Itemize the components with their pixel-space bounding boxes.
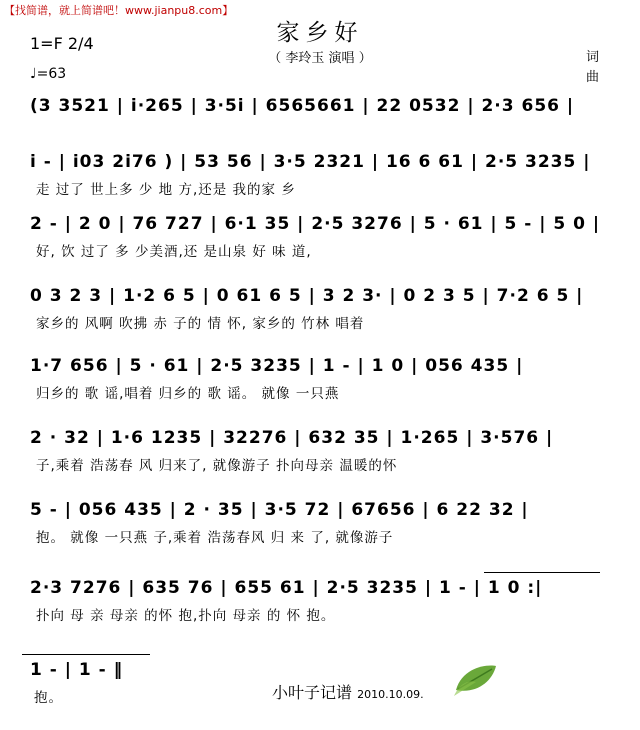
score-lyrics-line: 扑向 母 亲 母亲 的怀 抱,扑向 母亲 的 怀 抱。 (36, 608, 336, 624)
score-lyrics-line: 抱。 (34, 690, 63, 706)
score-notes-line: 2 - | 2 0 | 76 727 | 6·1 35 | 2·5 3276 | 5 · 61 | 5 - | 5 0 | (30, 214, 601, 234)
site-banner[interactable]: 【找简谱，就上简谱吧！www.jianpu8.com】 (4, 4, 234, 17)
score-notes-line: 0 3 2 3 | 1·2 6 5 | 0 61 6 5 | 3 2 3· | 0 2 3 5 | 7·2 6 5 | (30, 286, 584, 306)
date-text: 2010.10.09. (357, 688, 424, 701)
volta-bracket (22, 654, 150, 655)
score-notes-line: 5 - | 056 435 | 2 · 35 | 3·5 72 | 67656 | 6 22 32 | (30, 500, 529, 520)
score-lyrics-line: 归乡的 歌 谣,唱着 归乡的 歌 谣。 就像 一只燕 (36, 386, 340, 402)
lyricist-label: 词 (586, 50, 600, 65)
tempo-marking: ♩=63 (30, 66, 67, 82)
leaf-logo-icon (452, 660, 498, 698)
transcriber-signature (272, 680, 424, 703)
composer-label: 曲 (586, 70, 600, 85)
score-notes-line: i - | i03 2i76 ) | 53 56 | 3·5 2321 | 16 6 61 | 2·5 3235 | (30, 152, 591, 172)
score-lyrics-line: 家乡的 风啊 吹拂 赤 子的 情 怀, 家乡的 竹林 唱着 (36, 316, 365, 332)
signature-text: 小叶子记谱 (272, 683, 353, 702)
volta-bracket (484, 572, 600, 573)
score-lyrics-line: 走 过了 世上多 少 地 方,还是 我的家 乡 (36, 182, 296, 198)
score-notes-line: 1 - | 1 - ‖ (30, 660, 124, 680)
score-notes-line: (3 3521 | i·265 | 3·5i | 6565661 | 22 0532 | 2·3 656 | (30, 96, 575, 116)
score-notes-line: 2·3 7276 | 635 76 | 655 61 | 2·5 3235 | 1 - | 1 0 :| (30, 578, 543, 598)
key-signature: 1=F 2/4 (30, 34, 94, 53)
score-notes-line: 2 · 32 | 1·6 1235 | 32276 | 632 35 | 1·265 | 3·576 | (30, 428, 554, 448)
score-lyrics-line: 好, 饮 过了 多 少美酒,还 是山泉 好 味 道, (36, 244, 312, 260)
score-notes-line: 1·7 656 | 5 · 61 | 2·5 3235 | 1 - | 1 0 | 056 435 | (30, 356, 524, 376)
song-title: 家乡好 (276, 20, 364, 46)
performer-line: （ 李玲玉 演唱 ） (268, 51, 372, 66)
score-lyrics-line: 抱。 就像 一只燕 子,乘着 浩荡春风 归 来 了, 就像游子 (36, 530, 394, 546)
score-lyrics-line: 子,乘着 浩荡春 风 归来了, 就像游子 扑向母亲 温暖的怀 (36, 458, 398, 474)
